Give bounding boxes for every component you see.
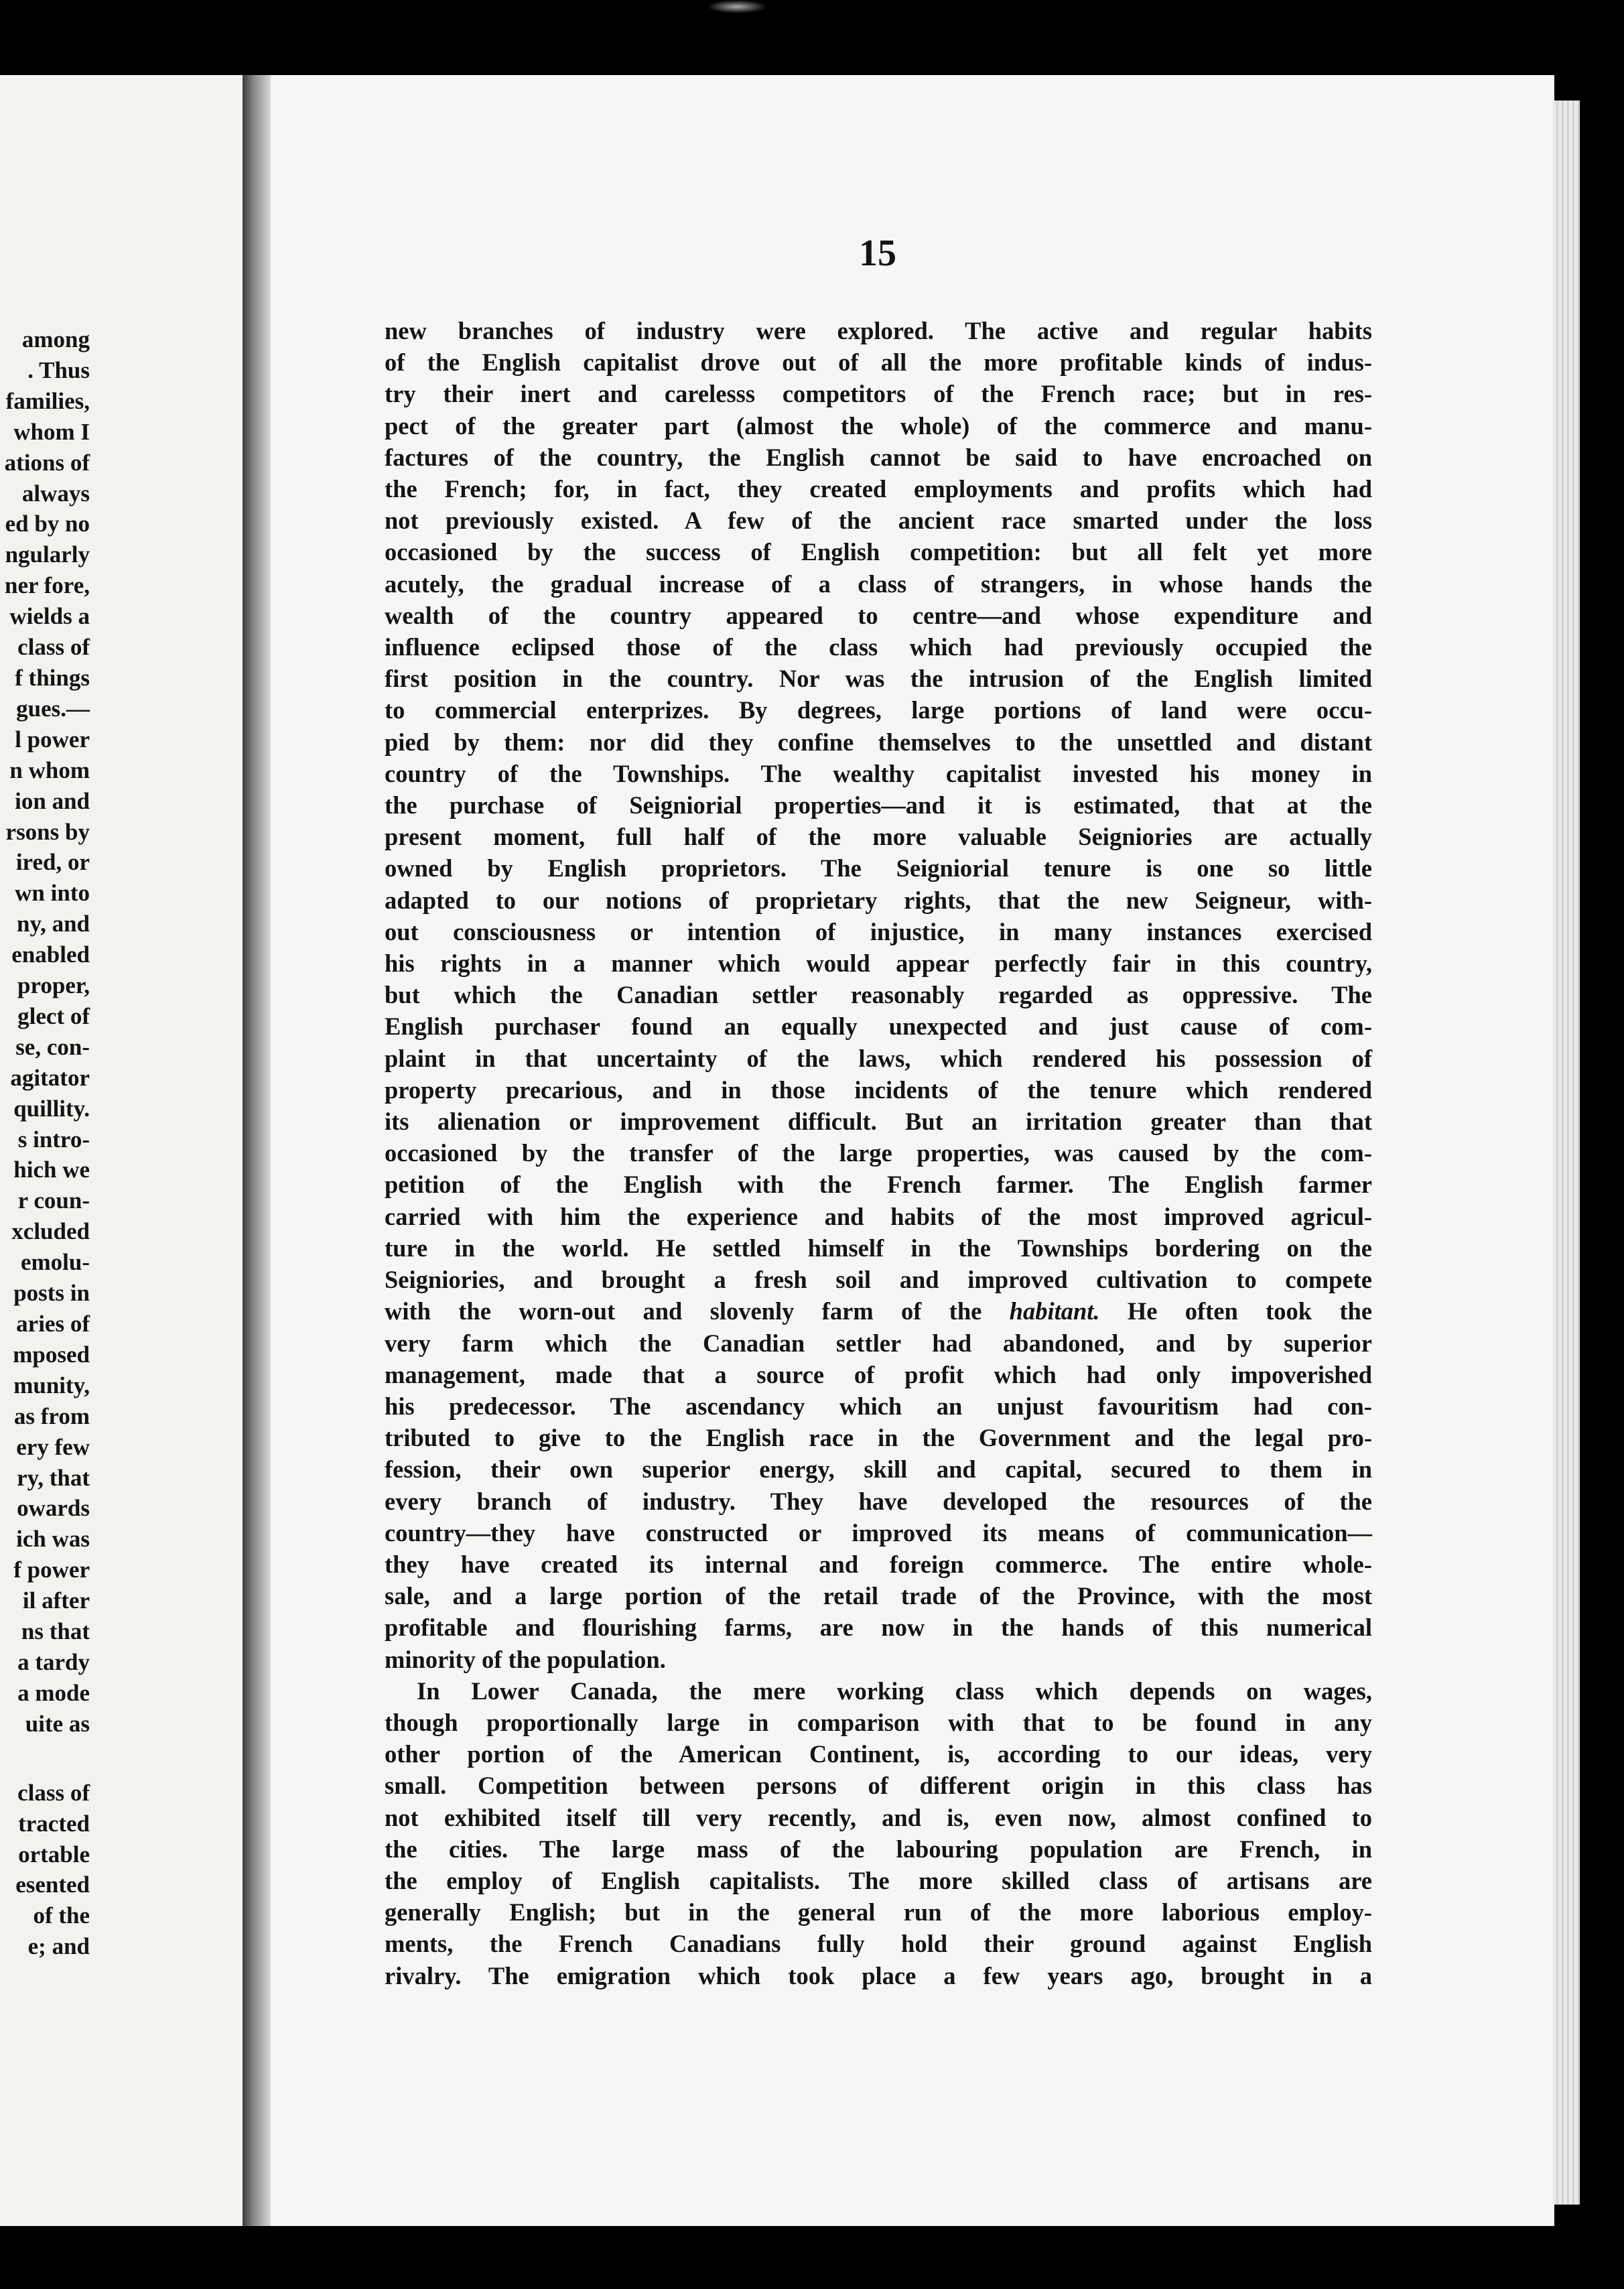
text-line: profitable and flourishing farms, are now in the hands of this numerical — [385, 1614, 1372, 1642]
facing-text-line: munity, — [13, 1372, 90, 1398]
facing-text-line: families, — [5, 387, 90, 414]
text-line: owned by English proprietors. The Seigniorial tenure is one so little — [385, 854, 1372, 882]
text-line: new branches of industry were explored. The active and regular habits — [385, 317, 1372, 344]
facing-text-line: ns that — [21, 1618, 90, 1645]
text-line: adapted to our notions of proprietary rights, that the new Seigneur, with- — [385, 886, 1372, 914]
facing-text-line: ations of — [4, 449, 90, 476]
page-body — [385, 315, 1372, 1991]
text-line: very farm which the Canadian settler had abandoned, and by superior — [385, 1329, 1372, 1357]
facing-text-line: enabled — [11, 941, 90, 968]
facing-text-line: l power — [15, 726, 90, 753]
facing-text-line: emolu- — [20, 1249, 90, 1276]
text-line: country of the Townships. The wealthy capitalist invested his money in — [385, 759, 1372, 787]
facing-text-line: il after — [22, 1587, 90, 1614]
text-line: but which the Canadian settler reasonably regarded as oppressive. The — [385, 981, 1372, 1009]
text-line: petition of the English with the French farmer. The English farmer — [385, 1171, 1372, 1199]
text-line: the French; for, in fact, they created employments and profits which had — [385, 475, 1372, 503]
text-line: tributed to give to the English race in the Government and the legal pro- — [385, 1424, 1372, 1452]
text-line: the employ of English capitalists. The more skilled class of artisans are — [385, 1866, 1372, 1894]
text-line: rivalry. The emigration which took place a few years ago, brought in a — [385, 1961, 1372, 1989]
facing-text-line: among — [21, 326, 90, 352]
text-line: every branch of industry. They have developed the resources of the — [385, 1487, 1372, 1515]
text-line: of the English capitalist drove out of all the more profitable kinds of indus- — [385, 348, 1372, 377]
text-line: other portion of the American Continent, is, according to our ideas, very — [385, 1740, 1372, 1768]
text-line: occasioned by the success of English competition: but all felt yet more — [385, 538, 1372, 566]
facing-text-line: quillity. — [13, 1095, 90, 1122]
facing-text-line: s intro- — [17, 1126, 90, 1153]
text-line: though proportionally large in comparison with that to be found in any — [385, 1708, 1372, 1736]
facing-text-line: of the — [33, 1902, 90, 1929]
text-line: first position in the country. Nor was the intrusion of the English limited — [385, 665, 1372, 693]
facing-text-line: class of — [17, 634, 90, 661]
page-edges — [1553, 101, 1580, 2205]
paragraph-1 — [385, 315, 1372, 1675]
text-line: minority of the population. — [385, 1645, 666, 1673]
text-line: not exhibited itself till very recently, and is, even now, almost confined to — [385, 1803, 1372, 1831]
scan-artifact — [707, 0, 767, 13]
page-number: 15 — [859, 233, 896, 274]
facing-text-line: . Thus — [27, 356, 90, 383]
facing-text-line: ery few — [16, 1433, 90, 1460]
book-gutter — [243, 75, 271, 2226]
text-line: pied by them: nor did they confine themselves to the unsettled and distant — [385, 728, 1372, 756]
facing-text-line: ner fore, — [5, 572, 90, 599]
facing-text-line: xcluded — [11, 1218, 90, 1245]
text-line: try their inert and carelesss competitors of the French race; but in res- — [385, 380, 1372, 408]
text-line: sale, and a large portion of the retail trade of the Province, with the most — [385, 1582, 1372, 1610]
facing-text-line: se, con- — [15, 1033, 90, 1060]
text-line: Seigniories, and brought a fresh soil and improved cultivation to compete — [385, 1266, 1372, 1294]
facing-text-line: as from — [13, 1402, 90, 1429]
facing-text-line: a mode — [17, 1679, 90, 1706]
text-line: management, made that a source of profit which had only impoverished — [385, 1360, 1372, 1388]
text-line: his predecessor. The ascendancy which an unjust favouritism had con- — [385, 1392, 1372, 1420]
text-line: present moment, full half of the more valuable Seigniories are actually — [385, 823, 1372, 851]
text-line: acutely, the gradual increase of a class of strangers, in whose hands the — [385, 570, 1372, 598]
facing-text-line: ired, or — [15, 849, 90, 876]
text-line: they have created its internal and foreign commerce. The entire whole- — [385, 1550, 1372, 1578]
facing-text-line: mposed — [13, 1341, 90, 1368]
facing-text-line: wn into — [15, 880, 90, 907]
text-line: its alienation or improvement difficult. But an irritation greater than that — [385, 1108, 1372, 1136]
facing-text-line: uite as — [25, 1710, 90, 1737]
text-line: pect of the greater part (almost the whole) of the commerce and manu- — [385, 411, 1372, 440]
text-line: plaint in that uncertainty of the laws, which rendered his possession of — [385, 1044, 1372, 1072]
facing-text-line: ngularly — [5, 541, 90, 568]
text-line: out consciousness or intention of injustice, in many instances exercised — [385, 917, 1372, 945]
facing-text-line: hich we — [13, 1157, 90, 1183]
facing-text-line: agitator — [10, 1064, 90, 1091]
text-line: generally English; but in the general run of the more laborious employ- — [385, 1898, 1372, 1926]
text-line: fession, their own superior energy, skill and capital, secured to them in — [385, 1455, 1372, 1484]
text-line: ture in the world. He settled himself in the Townships bordering on the — [385, 1234, 1372, 1262]
facing-text-line: ortable — [18, 1841, 90, 1868]
text-line: small. Competition between persons of different origin in this class has — [385, 1772, 1372, 1800]
facing-text-line: a tardy — [17, 1648, 90, 1675]
text-line: carried with him the experience and habits of the most improved agricul- — [385, 1202, 1372, 1230]
facing-text-line: always — [21, 480, 90, 507]
facing-text-line: aries of — [16, 1311, 90, 1337]
facing-text-line: f things — [15, 664, 90, 691]
text-line: wealth of the country appeared to centre—and whose expenditure and — [385, 601, 1372, 629]
text-line: the purchase of Seigniorial properties—and it is estimated, that at the — [385, 791, 1372, 820]
text-line: occasioned by the transfer of the large properties, was caused by the com- — [385, 1139, 1372, 1167]
text-line: country—they have constructed or improved its means of communication— — [385, 1518, 1372, 1547]
facing-text-line: posts in — [13, 1280, 90, 1307]
text-line: In Lower Canada, the mere working class which depends on wages, — [417, 1677, 1372, 1705]
text-line: influence eclipsed those of the class which had previously occupied the — [385, 633, 1372, 661]
text-line: with the worn-out and slovenly farm of the habitant. He often took the — [385, 1297, 1373, 1325]
facing-text-line: ny, and — [17, 911, 90, 937]
facing-text-line: gues.— — [16, 695, 90, 722]
facing-page-left — [0, 75, 243, 2226]
facing-text-line: f power — [13, 1557, 90, 1583]
facing-text-line: class of — [17, 1779, 90, 1806]
text-line: the cities. The large mass of the labouring population are French, in — [385, 1835, 1372, 1863]
facing-text-line: rsons by — [5, 818, 90, 845]
facing-text-line: ry, that — [17, 1464, 90, 1491]
facing-text-line: e; and — [27, 1933, 90, 1960]
text-line: his rights in a manner which would appear perfectly fair in this country, — [385, 950, 1372, 978]
facing-text-line: whom I — [13, 418, 90, 445]
facing-text-line: esented — [15, 1872, 90, 1898]
text-line: to commercial enterprizes. By degrees, large portions of land were occu- — [385, 696, 1372, 724]
facing-text-line: r coun- — [17, 1187, 90, 1214]
facing-text-line: proper, — [17, 972, 90, 999]
text-line: ments, the French Canadians fully hold their ground against English — [385, 1930, 1372, 1958]
facing-text-line: tracted — [18, 1810, 90, 1837]
italic-word: habitant. — [1009, 1297, 1100, 1325]
text-line: factures of the country, the English cannot be said to have encroached on — [385, 443, 1372, 471]
paragraph-2 — [385, 1675, 1372, 1991]
text-line: property precarious, and in those incidents of the tenure which rendered — [385, 1075, 1372, 1104]
facing-text-line: wields a — [9, 603, 90, 630]
facing-text-line: n whom — [9, 757, 90, 783]
facing-text-line: owards — [17, 1495, 90, 1522]
facing-text-line: glect of — [17, 1002, 90, 1029]
facing-text-line: ion and — [15, 787, 90, 814]
text-line: English purchaser found an equally unexpected and just cause of com- — [385, 1012, 1372, 1041]
facing-text-line: ich was — [16, 1526, 90, 1553]
facing-page-text — [0, 324, 90, 1962]
text-line: not previously existed. A few of the ancient race smarted under the loss — [385, 507, 1372, 535]
facing-text-line: ed by no — [5, 511, 90, 537]
